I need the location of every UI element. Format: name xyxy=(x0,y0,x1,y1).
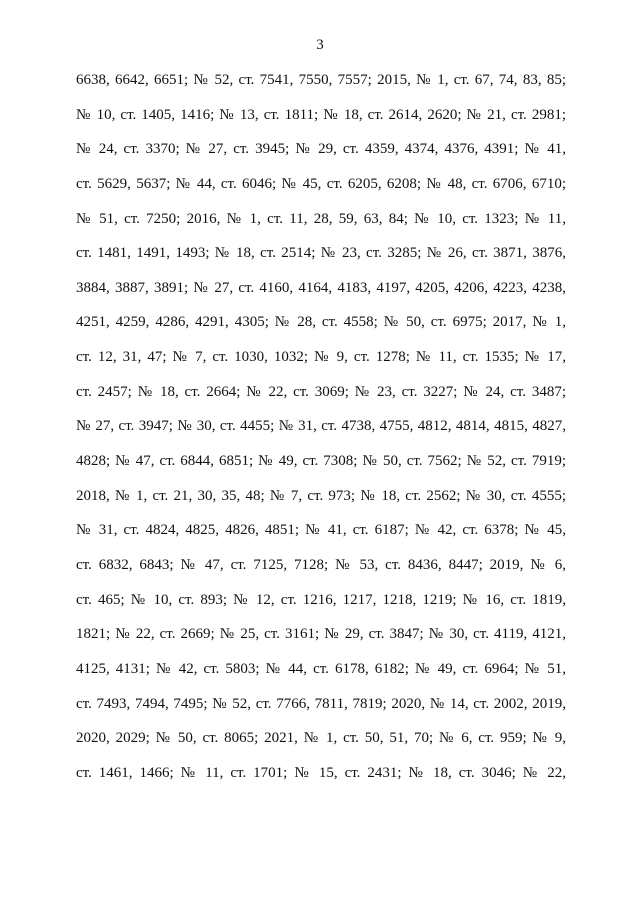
text-line: ст. 1481, 1491, 1493; № 18, ст. 2514; № 23, ст. 3285; № 26, ст. 3871, 3876, xyxy=(76,245,566,262)
text-line: 3884, 3887, 3891; № 27, ст. 4160, 4164, 4183, 4197, 4205, 4206, 4223, 4238, xyxy=(76,279,566,296)
text-line: № 10, ст. 1405, 1416; № 13, ст. 1811; № 18, ст. 2614, 2620; № 21, ст. 2981; xyxy=(76,106,566,123)
text-line: 4251, 4259, 4286, 4291, 4305; № 28, ст. 4558; № 50, ст. 6975; 2017, № 1, xyxy=(76,314,566,331)
text-line: 4828; № 47, ст. 6844, 6851; № 49, ст. 7308; № 50, ст. 7562; № 52, ст. 7919; xyxy=(76,453,566,470)
text-line: № 24, ст. 3370; № 27, ст. 3945; № 29, ст. 4359, 4374, 4376, 4391; № 41, xyxy=(76,141,566,158)
text-line: № 51, ст. 7250; 2016, № 1, ст. 11, 28, 59, 63, 84; № 10, ст. 1323; № 11, xyxy=(76,210,566,227)
text-line: 1821; № 22, ст. 2669; № 25, ст. 3161; № 29, ст. 3847; № 30, ст. 4119, 4121, xyxy=(76,626,566,643)
text-line: № 27, ст. 3947; № 30, ст. 4455; № 31, ст. 4738, 4755, 4812, 4814, 4815, 4827, xyxy=(76,418,566,435)
text-line: ст. 6832, 6843; № 47, ст. 7125, 7128; № 53, ст. 8436, 8447; 2019, № 6, xyxy=(76,556,566,573)
text-line: 6638, 6642, 6651; № 52, ст. 7541, 7550, 7557; 2015, № 1, ст. 67, 74, 83, 85; xyxy=(76,72,566,88)
text-line: ст. 5629, 5637; № 44, ст. 6046; № 45, ст. 6205, 6208; № 48, ст. 6706, 6710; xyxy=(76,175,566,192)
body-text xyxy=(76,63,566,790)
text-line: № 31, ст. 4824, 4825, 4826, 4851; № 41, ст. 6187; № 42, ст. 6378; № 45, xyxy=(76,522,566,539)
text-line: ст. 465; № 10, ст. 893; № 12, ст. 1216, 1217, 1218, 1219; № 16, ст. 1819, xyxy=(76,591,566,608)
page-number: 3 xyxy=(316,37,324,53)
text-line: 2018, № 1, ст. 21, 30, 35, 48; № 7, ст. 973; № 18, ст. 2562; № 30, ст. 4555; xyxy=(76,487,566,504)
text-line: ст. 2457; № 18, ст. 2664; № 22, ст. 3069; № 23, ст. 3227; № 24, ст. 3487; xyxy=(76,383,566,400)
text-line: ст. 1461, 1466; № 11, ст. 1701; № 15, ст. 2431; № 18, ст. 3046; № 22, xyxy=(76,764,566,781)
text-line: 4125, 4131; № 42, ст. 5803; № 44, ст. 6178, 6182; № 49, ст. 6964; № 51, xyxy=(76,660,566,677)
text-line: 2020, 2029; № 50, ст. 8065; 2021, № 1, ст. 50, 51, 70; № 6, ст. 959; № 9, xyxy=(76,730,566,747)
text-line: ст. 12, 31, 47; № 7, ст. 1030, 1032; № 9, ст. 1278; № 11, ст. 1535; № 17, xyxy=(76,349,566,366)
text-line: ст. 7493, 7494, 7495; № 52, ст. 7766, 7811, 7819; 2020, № 14, ст. 2002, 2019, xyxy=(76,695,566,712)
